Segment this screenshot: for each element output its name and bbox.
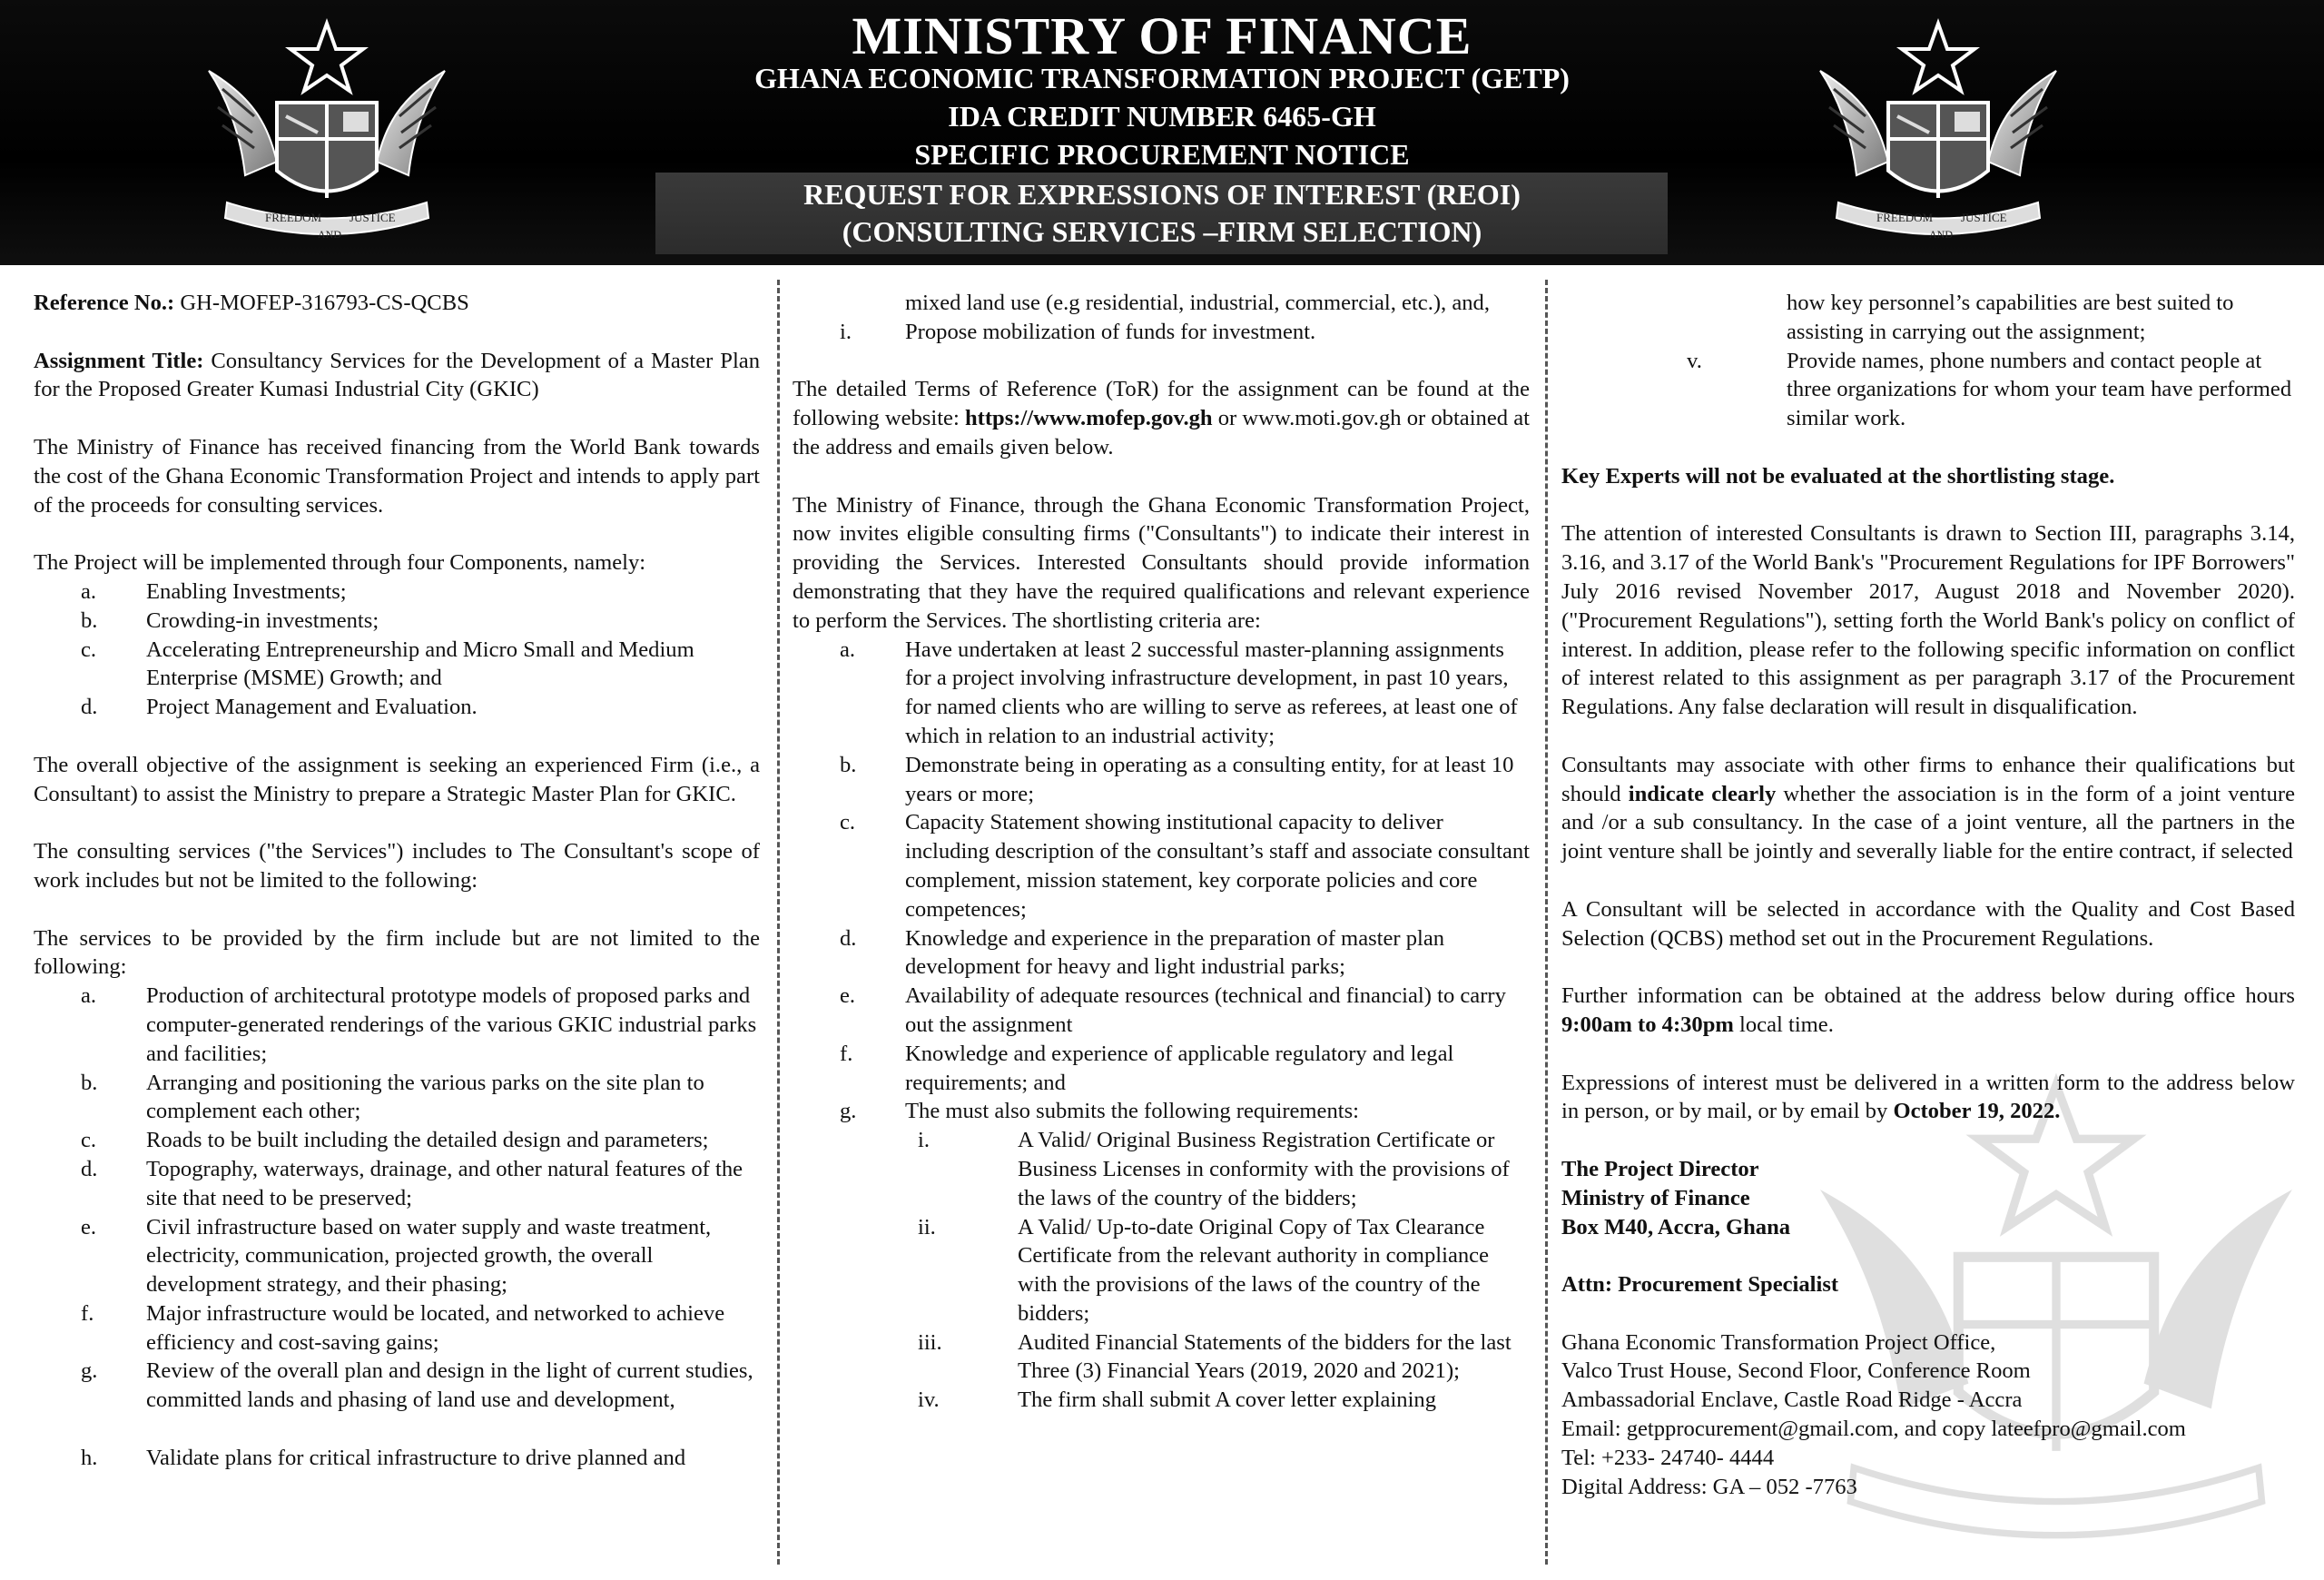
tor-text: The detailed Terms of Reference (ToR) for the assignment can be found at the following website: — [793, 377, 1530, 431]
invitation-paragraph: The Ministry of Finance, through the Ghana Economic Transformation Project, now invites eligible consulting firms ("Consultants") to indicate their interest in providing the Services. Interested Consultants should provide information demonstrating that they have the required qualifications and relevant experience to perform the Services. The shortlisting criteria are: — [793, 492, 1530, 633]
list-marker: f. — [840, 1041, 853, 1066]
financing-paragraph: The Ministry of Finance has received financing from the World Bank towards the cost of the Ghana Economic Transformation Project and intends to apply part of the proceeds for consulting services. — [34, 434, 760, 518]
list-marker: i. — [840, 319, 852, 344]
credit-number: IDA CREDIT NUMBER 6465-GH — [948, 100, 1376, 133]
list-marker: e. — [81, 1214, 97, 1239]
list-item — [793, 1040, 1530, 1098]
list-item — [793, 636, 1530, 751]
list-item — [793, 1097, 1530, 1126]
tor-text: or www.moti.gov.gh or obtained at the address and emails given below. — [793, 406, 1530, 459]
reoi-heading: REQUEST FOR EXPRESSIONS OF INTEREST (REOI) — [803, 178, 1521, 211]
list-item-text: Civil infrastructure based on water supply and waste treatment, electricity, communication, projected growth, the overall development strategy, and their phasing; — [146, 1214, 712, 1298]
list-item-text: Project Management and Evaluation. — [146, 695, 478, 720]
deadline-text: Expressions of interest must be delivered in a written form to the address below in person, or by mail, or by email by — [1561, 1070, 2295, 1124]
services-list — [34, 982, 760, 1473]
list-marker: v. — [1687, 348, 1702, 373]
list-marker: g. — [840, 1099, 857, 1124]
services-intro: The services to be provided by the firm include but are not limited to the following: — [34, 925, 760, 980]
motto-left-text: FREEDOM — [265, 211, 322, 224]
list-item — [34, 636, 760, 694]
attention-line: Attn: Procurement Specialist — [1561, 1272, 1839, 1298]
list-item-text: A Valid/ Up-to-date Original Copy of Tax Clearance Certificate from the relevant authority in compliance with the provisions of the laws of the country of the bidders; — [1018, 1214, 1489, 1326]
list-item-text: Capacity Statement showing institutional capacity to deliver including description of the consultant’s staff and associate consultant complement, mission statement, key corporate policies and core competences; — [905, 810, 1531, 922]
list-item-text: Review of the overall plan and design in the light of current studies, committed lands and phasing of land use and development, — [146, 1358, 753, 1413]
reference-value: GH-MOFEP-316793-CS-QCBS — [174, 291, 469, 315]
column-1 — [34, 289, 760, 1473]
deadline-date: October 19, 2022. — [1893, 1099, 2061, 1124]
list-marker: ii. — [918, 1214, 936, 1239]
list-item-text: Propose mobilization of funds for investment. — [905, 319, 1316, 344]
list-marker: b. — [81, 607, 98, 633]
reference-label: Reference No.: — [34, 291, 175, 315]
office-hours-paragraph — [1561, 982, 2295, 1040]
ministry-title: MINISTRY OF FINANCE — [852, 6, 1472, 65]
office-hours-text: local time. — [1733, 1012, 1834, 1037]
office-address-line: Valco Trust House, Second Floor, Conference Room — [1561, 1358, 2031, 1384]
assignment-label: Assignment Title: — [34, 348, 204, 373]
list-item-text: how key personnel’s capabilities are best suited to assisting in carrying out the assignment; — [1787, 291, 2234, 344]
list-item-text: Knowledge and experience in the preparation of master plan development for heavy and light industrial parks; — [905, 925, 1445, 980]
list-item — [793, 1213, 1530, 1328]
tor-paragraph — [793, 375, 1530, 461]
reference-line — [34, 289, 760, 318]
list-marker: iii. — [918, 1329, 942, 1355]
list-item — [34, 1069, 760, 1127]
list-marker: d. — [81, 1156, 98, 1181]
conflict-of-interest-paragraph: The attention of interested Consultants is drawn to Section III, paragraphs 3.14, 3.16, and 3.17 of the World Bank's "Procurement Regulations for IPF Borrowers" July 2016 revised November 2017, August 2018 and November 2020). ("Procurement Regulations"), setting forth the World Bank's policy on conflict of interest. In addition, please refer to the following specific information on conflict of interest related to this assignment as per paragraph 3.17 of the Procurement Regulations. Any false declaration will result in disqualification. — [1561, 521, 2295, 720]
association-paragraph — [1561, 751, 2295, 866]
list-item-text: A Valid/ Original Business Registration Certificate or Business Licenses in conformity with the provisions of the laws of the country of the bidders; — [1018, 1128, 1510, 1210]
list-item — [34, 578, 760, 607]
objective-paragraph: The overall objective of the assignment is seeking an experienced Firm (i.e., a Consultant) to assist the Ministry to prepare a Strategic Master Plan for GKIC. — [34, 752, 760, 806]
association-text: whether the association is in the form of a joint venture and /or a sub consultancy. In the case of a joint venture, all the partners in the joint venture shall be jointly and severally liable for the entire contract, if selected — [1561, 781, 2296, 864]
components-list — [34, 578, 760, 722]
key-experts-note: Key Experts will not be evaluated at the shortlisting stage. — [1561, 463, 2115, 489]
motto-mid-text: AND — [318, 228, 341, 241]
list-item-text: Availability of adequate resources (technical and financial) to carry out the assignment — [905, 983, 1506, 1037]
list-item-text: The firm shall submit A cover letter explaining — [1018, 1387, 1437, 1413]
components-intro: The Project will be implemented through four Components, namely: — [34, 550, 646, 576]
list-marker: a. — [81, 983, 97, 1009]
assignment-value: Consultancy Services for the Development of a Master Plan for the Proposed Greater Kumasi Industrial City (GKIC) — [34, 348, 760, 402]
scope-paragraph: The consulting services ("the Services") includes to The Consultant's scope of work includes but not be limited to the following: — [34, 839, 760, 893]
list-item-text: Demonstrate being in operating as a consulting entity, for at least 10 years or more; — [905, 752, 1514, 806]
address-line: Ministry of Finance — [1561, 1185, 1750, 1210]
list-item-text: Topography, waterways, drainage, and other natural features of the site that need to be preserved; — [146, 1156, 743, 1210]
list-item — [34, 982, 760, 1068]
list-item — [1561, 347, 2295, 433]
list-item-text: Accelerating Entrepreneurship and Micro Small and Medium Enterprise (MSME) Growth; and — [146, 637, 694, 691]
digital-address-line: Digital Address: GA – 052 -7763 — [1561, 1474, 1857, 1499]
list-item-continuation — [1561, 289, 2295, 347]
motto-right-text: JUSTICE — [350, 211, 396, 224]
office-hours-text: Further information can be obtained at the address below during office hours — [1561, 983, 2295, 1009]
list-marker: g. — [81, 1358, 98, 1384]
list-marker: b. — [840, 752, 857, 777]
column-divider — [1545, 280, 1548, 1565]
email-line[interactable]: Email: getpprocurement@gmail.com, and copy lateefpro@gmail.com — [1561, 1417, 2186, 1442]
office-hours-time: 9:00am to 4:30pm — [1561, 1012, 1734, 1037]
notice-type: SPECIFIC PROCUREMENT NOTICE — [914, 138, 1410, 171]
list-item — [793, 318, 1530, 347]
list-item — [34, 1357, 760, 1415]
list-item-text: Have undertaken at least 2 successful master-planning assignments for a project involving infrastructure development, in past 10 years, for named clients who are willing to serve as referees, at least one of which in relation to an industrial activity; — [905, 637, 1518, 748]
header-band — [0, 0, 2324, 265]
list-marker: c. — [81, 637, 97, 662]
column-2 — [793, 289, 1530, 1415]
list-item — [34, 1444, 760, 1473]
motto-left-text: FREEDOM — [1876, 211, 1934, 224]
assignment-title — [34, 347, 760, 405]
deadline-paragraph — [1561, 1069, 2295, 1127]
association-text: Consultants may associate with other firms to enhance their qualifications but should — [1561, 752, 2295, 806]
list-item-text: Major infrastructure would be located, and networked to achieve efficiency and cost-saving gains; — [146, 1300, 725, 1355]
list-marker: i. — [918, 1128, 930, 1153]
list-marker: h. — [81, 1445, 98, 1470]
office-address-line: Ambassadorial Enclave, Castle Road Ridge - Accra — [1561, 1387, 2023, 1413]
list-marker: a. — [81, 578, 97, 604]
list-item — [793, 751, 1530, 809]
list-marker: b. — [81, 1070, 98, 1095]
list-item-continuation — [793, 289, 1530, 318]
list-item — [793, 982, 1530, 1040]
list-item — [793, 1126, 1530, 1212]
tor-website-link[interactable]: https://www.mofep.gov.gh — [964, 406, 1213, 431]
list-item — [34, 1299, 760, 1358]
list-marker: d. — [81, 695, 98, 720]
list-item-text: Provide names, phone numbers and contact people at three organizations for whom your team have performed similar work. — [1787, 348, 2292, 431]
project-name: GHANA ECONOMIC TRANSFORMATION PROJECT (GETP) — [754, 62, 1570, 94]
list-item-text: Enabling Investments; — [146, 578, 347, 604]
list-marker: d. — [840, 925, 857, 951]
list-item-text: mixed land use (e.g residential, industrial, commercial, etc.), and, — [905, 291, 1491, 315]
list-marker: f. — [81, 1300, 94, 1326]
list-item-text: Production of architectural prototype models of proposed parks and computer-generated renderings of the various GKIC industrial parks and facilities; — [146, 983, 757, 1066]
association-emphasis: indicate clearly — [1628, 781, 1777, 806]
list-item — [793, 924, 1530, 983]
address-line: The Project Director — [1561, 1156, 1759, 1181]
list-item-text: Arranging and positioning the various parks on the site plan to complement each other; — [146, 1070, 704, 1124]
office-address-line: Ghana Economic Transformation Project Office, — [1561, 1329, 1996, 1355]
column-3 — [1561, 289, 2295, 1501]
list-marker: c. — [840, 810, 856, 835]
list-marker: e. — [840, 983, 856, 1009]
list-item — [793, 1328, 1530, 1387]
list-item-text: Knowledge and experience of applicable regulatory and legal requirements; and — [905, 1041, 1454, 1095]
list-marker: a. — [840, 637, 856, 662]
list-item-text: The must also submits the following requirements: — [905, 1099, 1360, 1124]
list-marker: iv. — [918, 1387, 940, 1413]
list-item-text: Crowding-in investments; — [146, 607, 379, 633]
list-item — [34, 607, 760, 636]
list-item-text: Audited Financial Statements of the bidders for the last Three (3) Financial Years (2019, 2020 and 2021); — [1018, 1329, 1512, 1384]
list-item-text: Roads to be built including the detailed design and parameters; — [146, 1128, 709, 1153]
list-marker: c. — [81, 1128, 97, 1153]
list-item — [34, 693, 760, 722]
list-item — [34, 1213, 760, 1299]
selection-method-paragraph: A Consultant will be selected in accordance with the Quality and Cost Based Selection (QCBS) method set out in the Procurement Regulations. — [1561, 896, 2295, 951]
address-line: Box M40, Accra, Ghana — [1561, 1214, 1791, 1239]
criteria-list — [793, 636, 1530, 1127]
list-item — [793, 1386, 1530, 1415]
column-divider — [777, 280, 780, 1565]
list-item-text: Validate plans for critical infrastructure to drive planned and — [146, 1445, 686, 1470]
list-item — [34, 1126, 760, 1155]
reoi-subheading: (CONSULTING SERVICES –FIRM SELECTION) — [842, 215, 1482, 248]
motto-mid-text: AND — [1929, 228, 1953, 241]
requirements-list — [793, 1126, 1530, 1415]
list-item — [793, 808, 1530, 923]
list-item — [34, 1155, 760, 1213]
motto-right-text: JUSTICE — [1961, 211, 2007, 224]
phone-line: Tel: +233- 24740- 4444 — [1561, 1445, 1775, 1470]
